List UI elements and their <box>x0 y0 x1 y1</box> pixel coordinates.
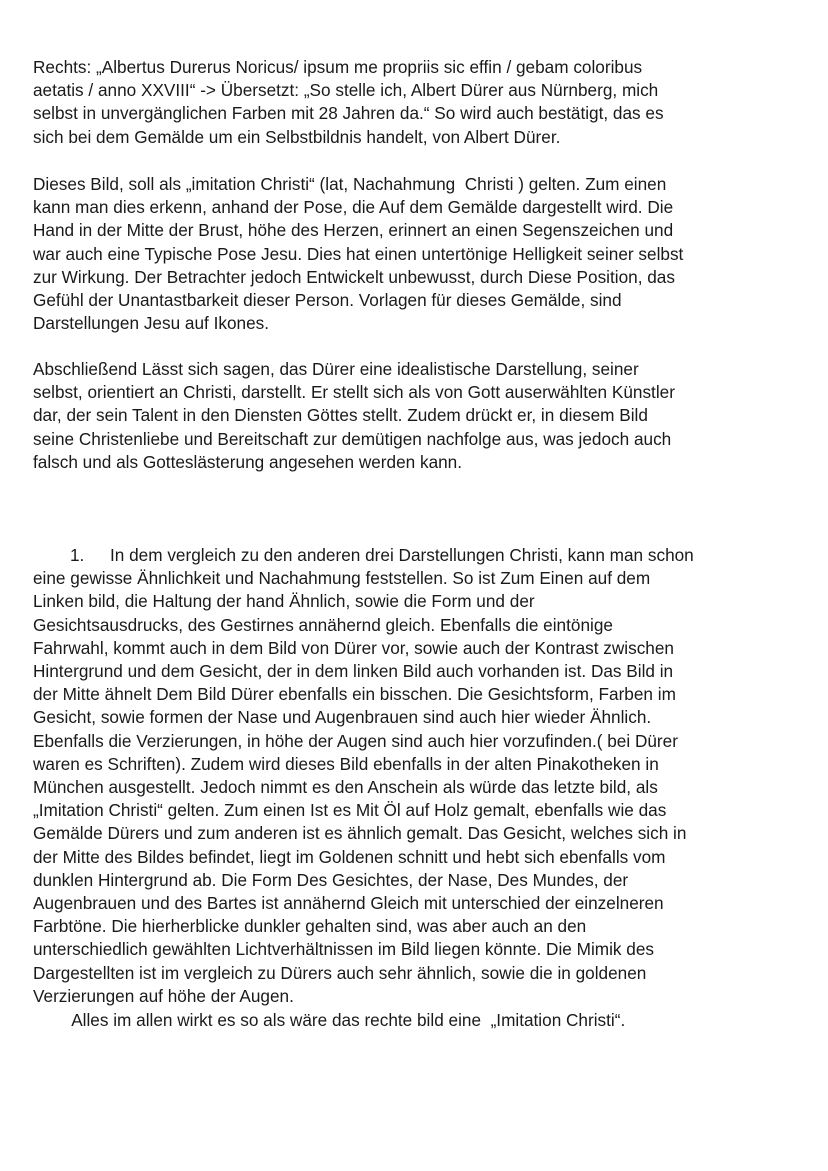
list-number: 1. <box>70 545 85 565</box>
paragraph-imitation-christi: Dieses Bild, soll als „imitation Christi“ (lat, Nachahmung Christi ) gelten. Zum einen kann man dies erkenn, anhand der Pose, die Auf dem Gemälde dargestellt wird. Die Hand in der Mitte der Brust, höhe des Herzen, erinnert an einen Segenszeichen und war auch eine Typische Pose Jesu. Dies hat einen untertönige Helligkeit seiner selbst zur Wirkung. Der Betrachter jedoch Entwickelt unbewusst, durch Diese Position, das Gefühl der Unantastbarkeit dieser Person. Vorlagen für dieses Gemälde, sind Darstellungen Jesu auf Ikones. <box>33 174 684 334</box>
closing-line: Alles im allen wirkt es so als wäre das rechte bild eine „Imitation Christi“. <box>33 1010 626 1030</box>
numbered-list-item <box>33 544 823 1008</box>
paragraph-conclusion: Abschließend Lässt sich sagen, das Dürer eine idealistische Darstellung, seiner selbst, orientiert an Christi, darstellt. Er stellt sich als von Gott auserwählten Künstler dar, der sein Talent in den Diensten Göttes stellt. Zudem drückt er, in diesem Bild seine Christenliebe und Bereitschaft zur demütigen nachfolge aus, was jedoch auch falsch und als Gotteslästerung angesehen werden kann. <box>33 359 675 472</box>
list-item-first-line: In dem vergleich zu den anderen drei Darstellungen Christi, kann man schon <box>110 545 694 565</box>
list-item-body: eine gewisse Ähnlichkeit und Nachahmung feststellen. So ist Zum Einen auf dem Linken bild, die Haltung der hand Ähnlich, sowie die Form und der Gesichtsausdrucks, des Gestirnes annähernd gleich. Ebenfalls die eintönige Fahrwahl, kommt auch in dem Bild von Dürer vor, sowie auch der Kontrast zwischen Hintergrund und dem Gesicht, der in dem linken Bild auch vorhanden ist. Das Bild in der Mitte ähnelt Dem Bild Dürer ebenfalls ein bisschen. Die Gesichtsform, Farben im Gesicht, sowie formen der Nase und Augenbrauen sind auch hier wieder Ähnlich. Ebenfalls die Verzierungen, in höhe der Augen sind auch hier vorzufinden.( bei Dürer waren es Schriften). Zudem wird dieses Bild ebenfalls in der alten Pinakotheken in München ausgestellt. Jedoch nimmt es den Anschein als würde das letzte bild, als „Imitation Christi“ gelten. Zum einen Ist es Mit Öl auf Holz gemalt, ebenfalls wie das Gemälde Dürers und zum anderen ist es ähnlich gemalt. Das Gesicht, welches sich in der Mitte des Bildes befindet, liegt im Goldenen schnitt und hebt sich ebenfalls vom dunklen Hintergrund ab. Die Form Des Gesichtes, der Nase, Des Mundes, der Augenbrauen und des Bartes ist annähernd Gleich mit unterschied der einzelneren Farbtöne. Die hierherblicke dunkler gehalten sind, was aber auch an den unterschiedlich gewählten Lichtverhältnissen im Bild liegen könnte. Die Mimik des Dargestellten ist im vergleich zu Dürers auch sehr ähnlich, sowie die in goldenen Verzierungen auf höhe der Augen. <box>33 568 687 1006</box>
paragraph-inscription: Rechts: „Albertus Durerus Noricus/ ipsum me propriis sic effin / gebam coloribus aetatis / anno XXVIII“ -> Übersetzt: „So stelle ich, Albert Dürer aus Nürnberg, mich selbst in unvergänglichen Farben mit 28 Jahren da.“ So wird auch bestätigt, das es sich bei dem Gemälde um ein Selbstbildnis handelt, von Albert Dürer. <box>33 57 664 147</box>
